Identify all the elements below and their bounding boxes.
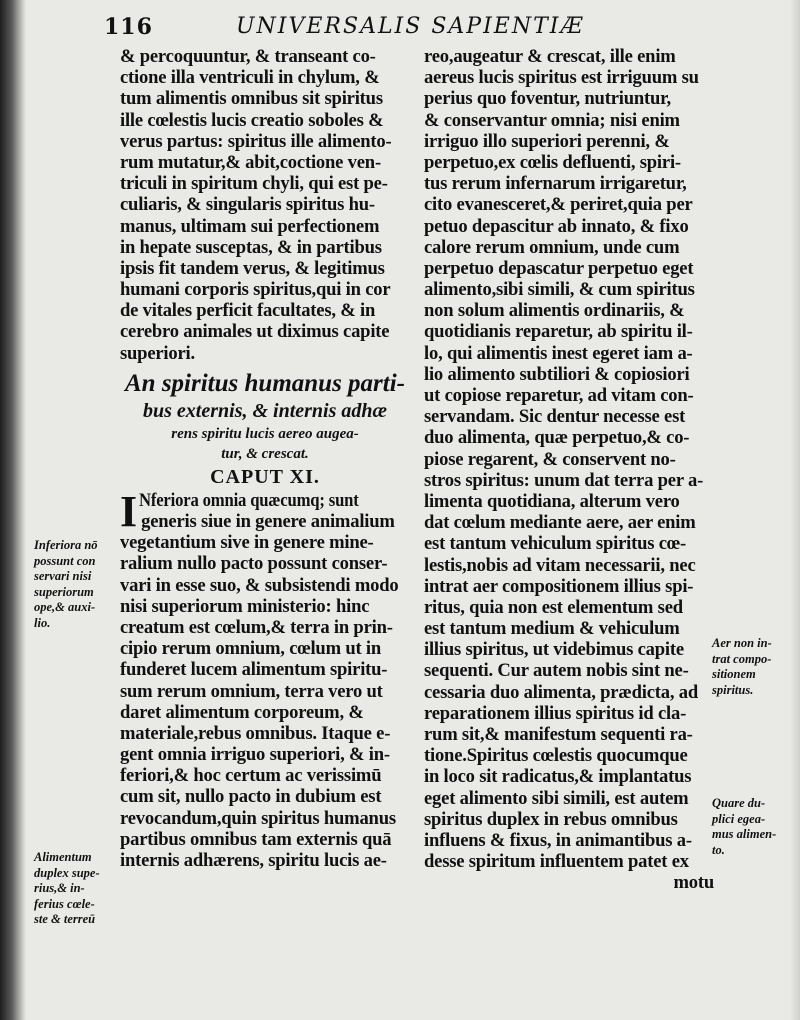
text-line: verus partus: spiritus ille alimento-: [120, 130, 392, 152]
marginal-note-line: ste & terreū: [34, 912, 96, 926]
page-gutter-shadow: [0, 0, 26, 1020]
text-line: petuo depascitur ab innato, & fixo: [424, 215, 689, 237]
text-line: creatum est cœlum,& terra in prin-: [120, 616, 393, 638]
text-line: in hepate susceptas, & in partibus: [120, 236, 382, 258]
text-line: lestis,nobis ad vitam necessarii, nec: [424, 554, 696, 576]
text-line: lio alimento subtiliori & copiosiori: [424, 363, 690, 385]
text-line: revocandum,quin spiritus humanus: [120, 807, 396, 829]
text-line: perius quo foventur, nutriuntur,: [424, 88, 671, 110]
text-line: ille cœlestis lucis creatio soboles &: [120, 109, 384, 131]
text-line: cerebro animales ut diximus capite: [120, 321, 390, 343]
page-number: 116: [104, 14, 153, 40]
text-line: vegetantium sive in genere mine-: [120, 532, 374, 554]
marginal-note-line: lio.: [34, 615, 51, 630]
section-heading-line: rens spiritu lucis aereo augea-: [171, 425, 359, 442]
text-line: ritus, quia non est elementum sed: [424, 596, 683, 618]
text-line: generis siue in genere animalium: [141, 511, 395, 532]
left-text-column: [120, 46, 410, 871]
text-line: tum alimentis omnibus sit spiritus: [120, 88, 383, 110]
text-line: est tantum vehiculum spiritus cœ-: [424, 533, 686, 555]
text-line: internis adhærens, spiritu lucis ae-: [120, 850, 387, 871]
chapter-title: CAPUT XI.: [210, 465, 320, 488]
text-line: eget alimento sibi simili, est autem: [424, 787, 689, 809]
text-line: feriori,& hoc certum ac verissimū: [120, 765, 382, 787]
marginal-note-line: sitionem: [712, 667, 756, 681]
marginal-note-line: ope,& auxi-: [34, 600, 96, 614]
section-heading-line: An spiritus humanus parti-: [125, 369, 405, 397]
text-line: limenta quotidiana, alterum vero: [424, 490, 680, 512]
text-line: cito evanesceret,& periret,quia per: [424, 194, 693, 216]
text-line: humani corporis spiritus,qui in cor: [120, 279, 391, 301]
text-line: calore rerum omnium, unde cum: [424, 236, 680, 258]
marginal-note: [712, 636, 772, 698]
text-line: nisi superiorum ministerio: hinc: [120, 595, 370, 617]
text-line: superiori.: [120, 342, 195, 364]
marginal-note-line: Quare du-: [712, 796, 766, 810]
text-line: triculi in spiritum chyli, qui est pe-: [120, 173, 388, 195]
marginal-note-line: to.: [712, 842, 725, 857]
text-line: sum rerum omnium, terra vero ut: [120, 680, 383, 702]
text-line: tus rerum infernarum irrigaretur,: [424, 173, 687, 195]
text-line: funderet lucem alimentum spiritu-: [120, 659, 388, 681]
text-line: rum mutatur,& abit,coctione ven-: [120, 151, 381, 173]
marginal-note-line: duplex supe-: [34, 865, 100, 880]
text-line: & percoquuntur, & transeant co-: [120, 46, 376, 67]
text-line: aereus lucis spiritus est irriguum su: [424, 67, 699, 89]
text-line: gent omnia irriguo superiori, & in-: [120, 744, 390, 766]
marginal-note-line: possunt con: [34, 553, 96, 568]
marginal-note-line: ferius cœle-: [34, 896, 95, 911]
text-line: influens & fixus, in animantibus a-: [424, 829, 692, 851]
text-line: alimento,sibi simili, & cum spiritus: [424, 279, 695, 301]
text-line: duo alimenta, quæ perpetuo,& co-: [424, 427, 690, 449]
page-edge: [790, 0, 800, 1020]
marginal-note-line: mus alimen-: [712, 827, 777, 841]
marginal-note-line: plici egea-: [712, 811, 766, 826]
text-line: cessaria duo alimenta, prædicta, ad: [424, 681, 698, 703]
text-line: quotidianis reparetur, ab spiritu il-: [424, 321, 693, 343]
text-line: est tantum medium & vehiculum: [424, 618, 680, 640]
marginal-note-line: servari nisi: [34, 569, 92, 583]
text-line: Nferiora omnia quæcumq; sunt: [138, 489, 359, 511]
text-line: tione.Spiritus cœlestis quocumque: [424, 745, 688, 767]
chapter-body: [120, 486, 410, 871]
text-line: reo,augeatur & crescat, ille enim: [424, 46, 676, 67]
text-line: piose regarent, & conservent no-: [424, 448, 676, 470]
text-line: de vitales perficit facultates, & in: [120, 300, 376, 322]
text-line: ut copiose reparetur, ad vitam con-: [424, 385, 694, 406]
text-line: vari in esse suo, & subsistendi modo: [120, 574, 399, 596]
text-line: culiaris, & singularis spiritus hu-: [120, 194, 375, 216]
text-line: materiale,rebus omnibus. Itaque e-: [120, 722, 391, 744]
text-line: desse spiritum influentem patet ex: [424, 851, 689, 873]
text-line: stros spiritus: unum dat terra per a-: [424, 469, 704, 491]
text-line: non solum alimentis ordinariis, &: [424, 300, 685, 322]
text-line: & conservantur omnia; nisi enim: [424, 109, 680, 131]
text-line: manus, ultimam sui perfectionem: [120, 215, 380, 237]
text-line: dat cœlum mediante aere, aer enim: [424, 512, 696, 534]
marginal-note-line: trat compo-: [712, 651, 772, 666]
text-line: perpetuo,ex cœlis defluenti, spiri-: [424, 151, 681, 173]
text-line: intrat aer compositionem illius spi-: [424, 575, 694, 597]
text-line: ipsis fit tandem verus, & legitimus: [120, 257, 385, 279]
marginal-note: [34, 850, 100, 928]
marginal-note-line: Aer non in-: [712, 636, 772, 650]
marginal-note: [34, 538, 98, 631]
text-line: ctione illa ventriculi in chylum, &: [120, 67, 380, 89]
text-line: in loco sit radicatus,& implantatus: [424, 766, 692, 788]
marginal-note-line: superiorum: [34, 584, 94, 599]
text-line: lo, qui alimentis inest egeret iam a-: [424, 342, 693, 364]
text-line: motu: [673, 872, 714, 894]
section-heading-line: bus externis, & internis adhæ: [143, 399, 387, 422]
running-head: UNIVERSALIS SAPIENTIÆ: [236, 14, 585, 39]
marginal-note-line: rius,& in-: [34, 881, 85, 895]
right-text-column: [424, 46, 714, 894]
text-line: reparationem illius spiritus id cla-: [424, 702, 687, 724]
marginal-note-line: Inferiora nō: [34, 538, 98, 552]
text-line: irriguo illo superiori perenni, &: [424, 130, 670, 152]
marginal-note: [712, 796, 776, 858]
text-line: partibus omnibus tam externis quā: [120, 828, 392, 850]
text-line: illius spiritus, ut videbimus capite: [424, 639, 684, 661]
text-line: cum sit, nullo pacto in dubium est: [120, 786, 382, 808]
marginal-note-line: Alimentum: [34, 850, 92, 864]
text-line: ralium nullo pacto possunt conser-: [120, 553, 388, 575]
text-line: rum sit,& manifestum sequenti ra-: [424, 724, 693, 745]
text-line: sequenti. Cur autem nobis sint ne-: [424, 660, 689, 682]
text-line: perpetuo depascatur perpetuo eget: [424, 257, 694, 279]
text-line: servandam. Sic dentur necesse est: [424, 406, 686, 428]
text-line: cipio rerum omnium, cœlum ut in: [120, 638, 382, 660]
drop-cap-initial: I: [120, 486, 138, 536]
text-line: daret alimentum corporeum, &: [120, 701, 364, 723]
marginal-note-line: spiritus.: [712, 682, 754, 697]
section-heading-line: tur, & crescat.: [221, 445, 309, 462]
text-line: spiritus duplex in rebus omnibus: [424, 808, 678, 830]
